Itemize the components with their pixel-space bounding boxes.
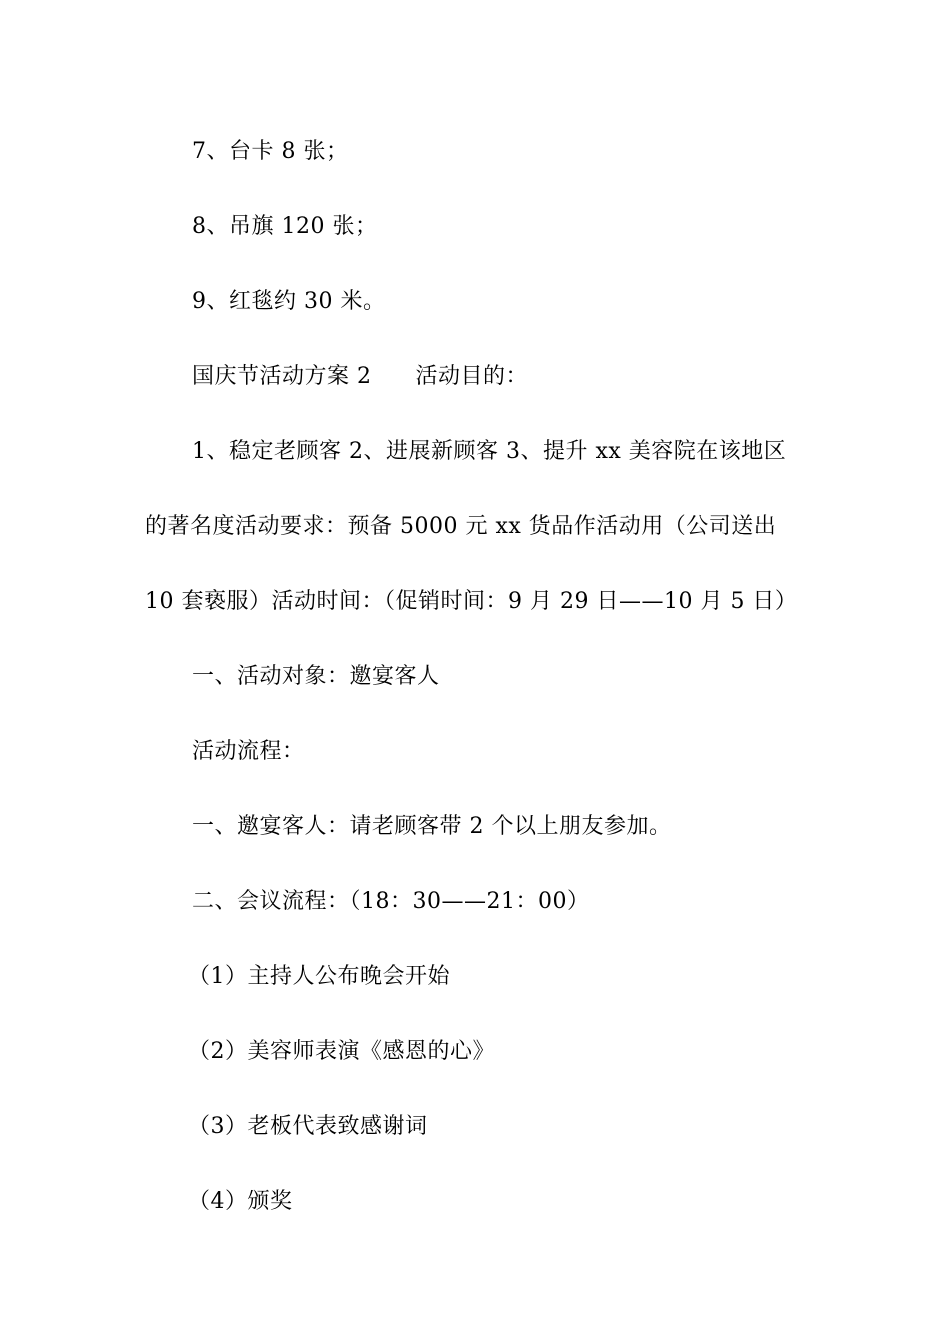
list-item-7: 7、台卡 8 张；: [192, 139, 349, 164]
activity-process-heading: 活动流程：: [192, 739, 305, 764]
process-step-4: （4）颁奖: [188, 1189, 293, 1214]
paragraph-line: 1、稳定老顾客 2、进展新顾客 3、提升 xx 美容院在该地区: [192, 439, 787, 464]
list-item-8: 8、吊旗 120 张；: [192, 214, 378, 239]
activity-purpose-label: 活动目的：: [415, 364, 529, 389]
list-item-9: 9、红毯约 30 米。: [192, 289, 386, 314]
meeting-process: 二、会议流程：（18：30——21：00）: [192, 889, 590, 914]
activity-target: 一、活动对象：邀宴客人: [192, 664, 440, 689]
section-heading-line: [192, 362, 528, 392]
paragraph-line: 10 套亵服）活动时间：（促销时间：9 月 29 日——10 月 5 日）: [145, 589, 798, 614]
process-step-1: （1）主持人公布晚会开始: [188, 964, 450, 989]
process-step-3: （3）老板代表致感谢词: [188, 1114, 428, 1139]
section-title: 国庆节活动方案 2: [192, 364, 372, 389]
invite-guests: 一、邀宴客人：请老顾客带 2 个以上朋友参加。: [192, 814, 672, 839]
paragraph-line: 的著名度活动要求：预备 5000 元 xx 货品作活动用（公司送出: [145, 514, 777, 539]
process-step-2: （2）美容师表演《感恩的心》: [188, 1039, 495, 1064]
